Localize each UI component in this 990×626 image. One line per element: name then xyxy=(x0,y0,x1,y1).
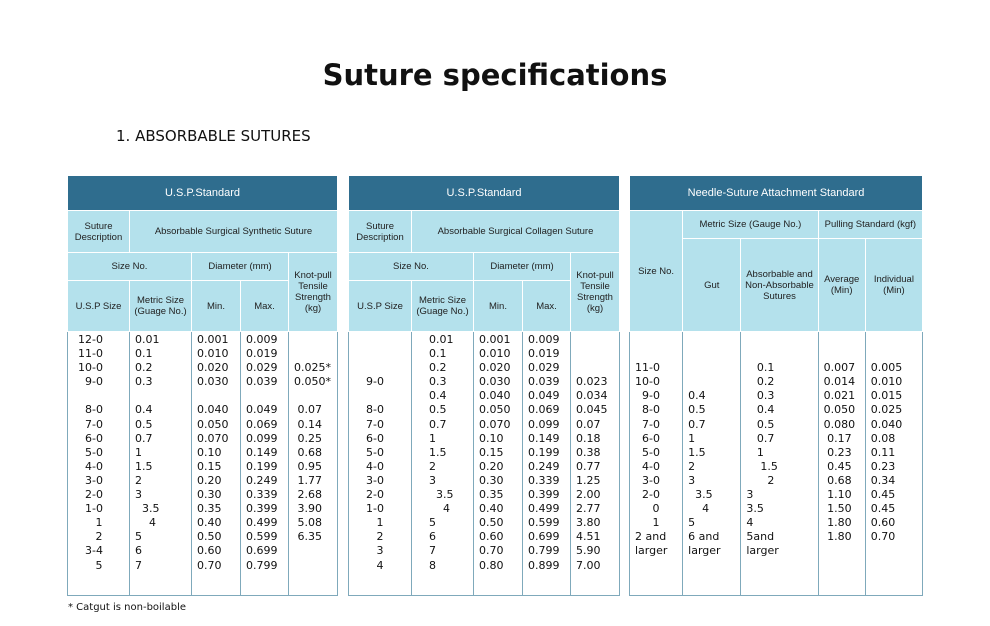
footnote: * Catgut is non-boilable xyxy=(68,602,186,613)
max-diameter-column: 0.009 0.019 0.029 0.039 0.049 0.069 0.099 0.149 0.199 0.249 0.339 0.399 0.499 0.599 0.699 0.799 0.899 xyxy=(523,332,571,596)
usp-size-header: U.S.P Size xyxy=(349,281,412,332)
metric-size-header: Metric Size (Guage No.) xyxy=(130,281,192,332)
usp-size-column: 9-0 8-0 7-0 6-0 5-0 4-0 3-0 2-0 1-0 1 2 3 4 xyxy=(349,332,412,596)
size-no-header: Size No. xyxy=(630,211,683,332)
needle-attachment-table xyxy=(629,175,923,596)
max-header: Max. xyxy=(241,281,289,332)
suture-type-header: Absorbable Surgical Collagen Suture xyxy=(412,211,620,253)
table-band-title: U.S.P.Standard xyxy=(349,176,620,211)
metric-size-column: 0.01 0.1 0.2 0.3 0.4 0.5 0.7 1 1.5 2 3 3.5 4 5 6 7 xyxy=(130,332,192,596)
page-title: Suture specifications xyxy=(322,58,668,92)
size-no-header: Size No. xyxy=(349,253,474,281)
usp-size-column: 12-0 11-0 10-0 9-0 8-0 7-0 6-0 5-0 4-0 3-0 2-0 1-0 1 2 3-4 5 xyxy=(68,332,130,596)
gut-column: 0.4 0.5 0.7 1 1.5 2 3 3.5 4 5 6 and larger xyxy=(683,332,741,596)
individual-header: Individual (Min) xyxy=(865,239,922,332)
diameter-header: Diameter (mm) xyxy=(192,253,289,281)
section-heading: 1. ABSORBABLE SUTURES xyxy=(116,127,311,145)
max-diameter-column: 0.009 0.019 0.029 0.039 0.049 0.069 0.099 0.149 0.199 0.249 0.339 0.399 0.499 0.599 0.699 0.799 xyxy=(241,332,289,596)
collagen-suture-table xyxy=(348,175,620,596)
absorbable-column: 0.1 0.2 0.3 0.4 0.5 0.7 1 1.5 2 3 3.5 4 5and larger xyxy=(741,332,818,596)
suture-type-header: Absorbable Surgical Synthetic Suture xyxy=(130,211,338,253)
knot-pull-header: Knot-pull Tensile Strength (kg) xyxy=(289,253,338,332)
average-column: 0.007 0.014 0.021 0.050 0.080 0.17 0.23 0.45 0.68 1.10 1.50 1.80 1.80 xyxy=(818,332,865,596)
usp-size-header: U.S.P Size xyxy=(68,281,130,332)
pulling-standard-header: Pulling Standard (kgf) xyxy=(818,211,922,239)
metric-size-column: 0.01 0.1 0.2 0.3 0.4 0.5 0.7 1 1.5 2 3 3.5 4 5 6 7 8 xyxy=(412,332,474,596)
synthetic-suture-table xyxy=(67,175,338,596)
metric-size-header: Metric Size (Guage No.) xyxy=(412,281,474,332)
min-header: Min. xyxy=(192,281,241,332)
suture-description-header: Suture Description xyxy=(68,211,130,253)
table-band-title: U.S.P.Standard xyxy=(68,176,338,211)
diameter-header: Diameter (mm) xyxy=(474,253,571,281)
min-header: Min. xyxy=(474,281,523,332)
average-header: Average (Min) xyxy=(818,239,865,332)
max-header: Max. xyxy=(523,281,571,332)
size-no-header: Size No. xyxy=(68,253,192,281)
min-diameter-column: 0.001 0.010 0.020 0.030 0.040 0.050 0.070 0.10 0.15 0.20 0.30 0.35 0.40 0.50 0.60 0.70 xyxy=(192,332,241,596)
table-band-title: Needle-Suture Attachment Standard xyxy=(630,176,923,211)
metric-size-header: Metric Size (Gauge No.) xyxy=(683,211,818,239)
absorbable-header: Absorbable and Non-Absorbable Sutures xyxy=(741,239,818,332)
gut-header: Gut xyxy=(683,239,741,332)
suture-description-header: Suture Description xyxy=(349,211,412,253)
min-diameter-column: 0.001 0.010 0.020 0.030 0.040 0.050 0.070 0.10 0.15 0.20 0.30 0.35 0.40 0.50 0.60 0.70 0.80 xyxy=(474,332,523,596)
knot-pull-column: 0.023 0.034 0.045 0.07 0.18 0.38 0.77 1.25 2.00 2.77 3.80 4.51 5.90 7.00 xyxy=(571,332,620,596)
knot-pull-column: 0.025* 0.050* 0.07 0.14 0.25 0.68 0.95 1.77 2.68 3.90 5.08 6.35 xyxy=(289,332,338,596)
individual-column: 0.005 0.010 0.015 0.025 0.040 0.08 0.11 0.23 0.34 0.45 0.45 0.60 0.70 xyxy=(865,332,922,596)
knot-pull-header: Knot-pull Tensile Strength (kg) xyxy=(571,253,620,332)
size-column: 11-0 10-0 9-0 8-0 7-0 6-0 5-0 4-0 3-0 2-0 0 1 2 and larger xyxy=(630,332,683,596)
